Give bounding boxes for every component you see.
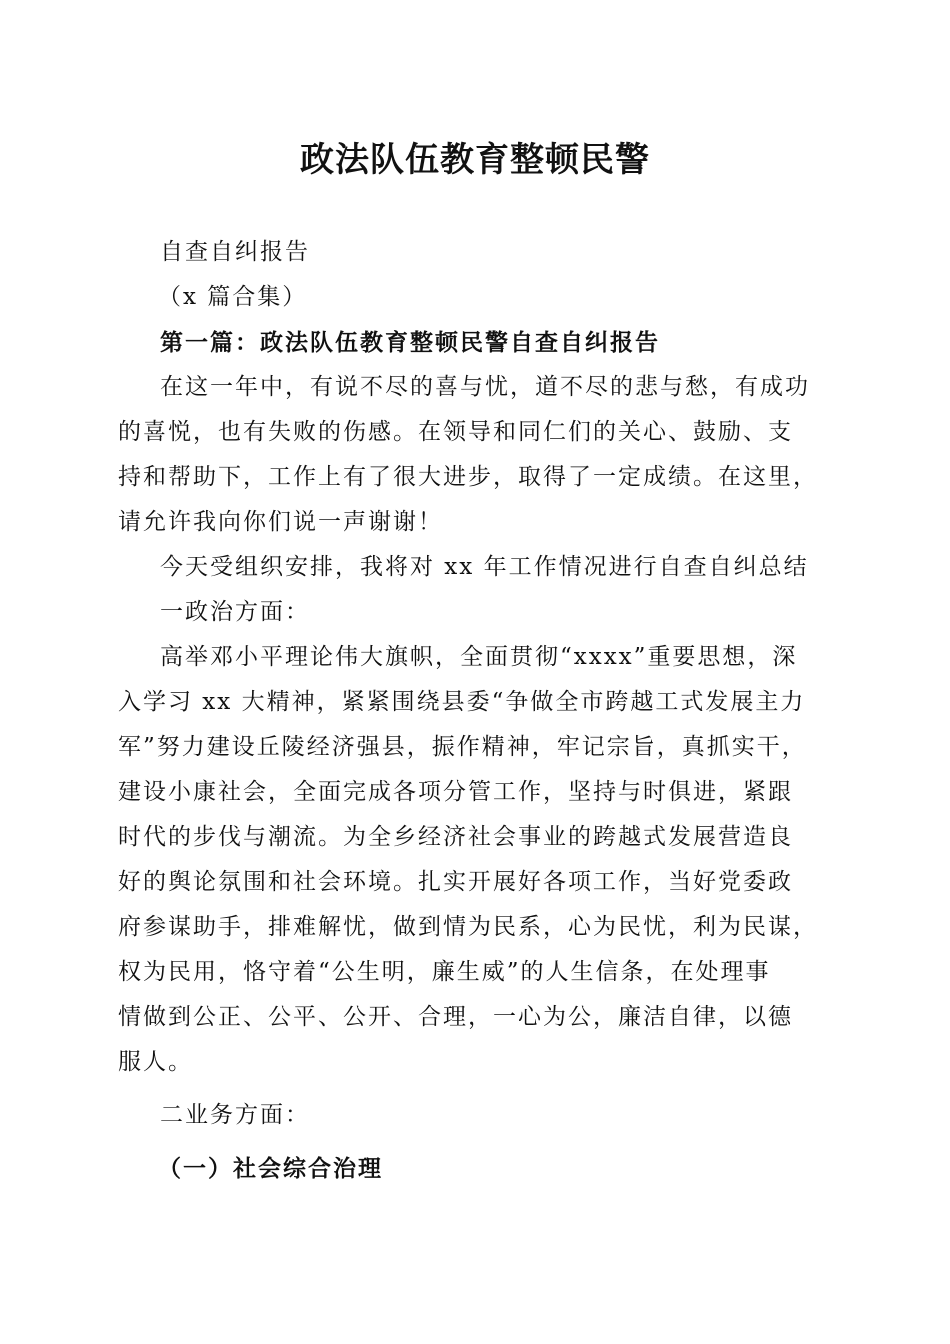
paragraph-line: 入学习 xx 大精神，紧紧围绕县委“争做全市跨越工式发展主力 — [118, 689, 806, 715]
paragraph-line: 持和帮助下，工作上有了很大进步，取得了一定成绩。在这里， — [118, 464, 818, 490]
paragraph-line: 建设小康社会，全面完成各项分管工作，坚持与时俱进，紧跟 — [118, 779, 793, 805]
paragraph-line: 情做到公正、公平、公开、合理，一心为公，廉洁自律，以德 — [118, 1004, 793, 1030]
business-heading: 二业务方面： — [160, 1102, 310, 1128]
spacer — [118, 1085, 838, 1093]
summary-line: 今天受组织安排，我将对 xx 年工作情况进行自查自纠总结 — [160, 554, 809, 580]
paragraph-line: 时代的步伐与潮流。为全乡经济社会事业的跨越式发展营造良 — [118, 824, 793, 850]
politics-heading: 一政治方面： — [160, 599, 310, 625]
intro-paragraph — [118, 365, 838, 545]
spacer — [118, 1138, 838, 1146]
paragraph-line: 在这一年中，有说不尽的喜与忧，道不尽的悲与愁，有成功 — [160, 374, 810, 400]
subtitle-collection-note: （x 篇合集） — [158, 284, 308, 310]
section-heading: 第一篇：政法队伍教育整顿民警自查自纠报告 — [160, 329, 660, 356]
paragraph-line: 高举邓小平理论伟大旗帜，全面贯彻“xxxx”重要思想，深 — [160, 644, 798, 670]
paragraph-line: 府参谋助手，排难解忧，做到情为民系，心为民忧，利为民谋， — [118, 914, 818, 940]
document-body — [118, 230, 838, 1191]
document-title: 政法队伍教育整顿民警 — [300, 140, 650, 180]
paragraph-line: 的喜悦，也有失败的伤感。在领导和同仁们的关心、鼓励、支 — [118, 419, 793, 445]
paragraph-line: 服人。 — [118, 1049, 193, 1075]
subtitle-line: 自查自纠报告 — [160, 239, 310, 265]
paragraph-line: 好的舆论氛围和社会环境。扎实开展好各项工作，当好党委政 — [118, 869, 793, 895]
sub-heading: （一）社会综合治理 — [158, 1155, 383, 1182]
paragraph-line: 请允许我向你们说一声谢谢！ — [118, 509, 443, 535]
politics-paragraph — [118, 635, 838, 1085]
paragraph-line: 权为民用，恪守着“公生明，廉生威”的人生信条，在处理事 — [118, 959, 771, 985]
paragraph-line: 军”努力建设丘陵经济强县，振作精神，牢记宗旨，真抓实干， — [118, 734, 807, 760]
